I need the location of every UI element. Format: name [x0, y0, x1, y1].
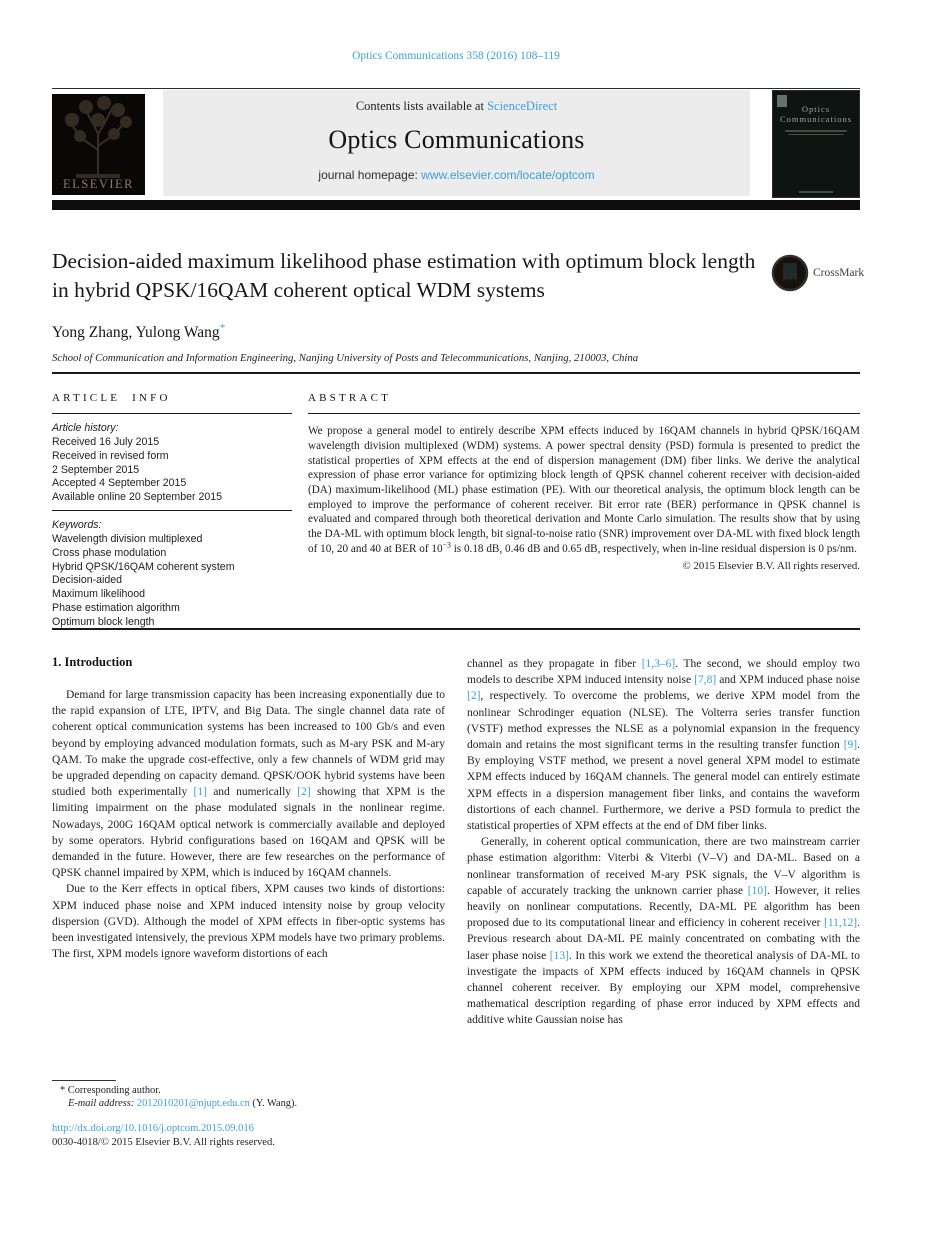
email-suffix: (Y. Wang).	[249, 1098, 298, 1109]
elsevier-logo-text: ELSEVIER	[62, 177, 135, 191]
divider-bar	[52, 200, 860, 210]
citation-link[interactable]: [10]	[747, 884, 767, 897]
email-link[interactable]: 2012010201@njupt.edu.cn	[136, 1098, 250, 1109]
sciencedirect-link[interactable]: ScienceDirect	[487, 99, 558, 113]
citation-link[interactable]: [11,12]	[824, 917, 858, 930]
email-label: E-mail address:	[68, 1098, 137, 1109]
keyword-item: Wavelength division multiplexed	[52, 532, 203, 545]
issn-line: 0030-4018/© 2015 Elsevier B.V. All rights reserved.	[52, 1137, 275, 1148]
article-info-section	[52, 392, 292, 630]
citation-link[interactable]: [2]	[467, 690, 481, 703]
abstract-text	[308, 424, 860, 556]
email-line	[68, 1098, 297, 1109]
cover-subtitle-bar	[785, 130, 847, 132]
text-segment: is 0.18 dB, 0.46 dB and 0.65 dB, respectively, when in-line residual dispersion is 0 ps/nm.	[450, 542, 857, 555]
keyword-item: Decision-aided	[52, 574, 123, 587]
journal-reference: Optics Communications 358 (2016) 108–119	[352, 50, 560, 62]
cover-title	[773, 104, 859, 124]
cover-title-line2: Communications	[779, 114, 853, 124]
intro-paragraph	[52, 881, 445, 962]
keywords-label: Keywords:	[52, 519, 102, 532]
keyword-item: Optimum block length	[52, 615, 155, 628]
text-segment: , respectively. To overcome the problems, we derive XPM model from the nonlinear Schrodinger equation (NLSE). The Volterra series transfer function (VSTF) method expresses the NLSE as a polynomial expansion in the frequency domain and retains the most significant terms in the resulting transfer function	[467, 690, 860, 752]
keyword-item: Hybrid QPSK/16QAM coherent system	[52, 560, 235, 573]
citation-link[interactable]: [13]	[549, 949, 569, 962]
homepage-link[interactable]: www.elsevier.com/locate/optcom	[421, 168, 595, 182]
keyword-item: Cross phase modulation	[52, 546, 167, 559]
history-item: 2 September 2015	[52, 463, 140, 476]
masthead-box	[163, 90, 750, 196]
abstract-heading: ABSTRACT	[308, 392, 392, 404]
text-segment: . The second, we should employ two models to describe XPM induced intensity noise	[467, 658, 860, 687]
authors-line	[52, 321, 226, 342]
info-divider-rule	[52, 510, 292, 511]
cover-subtitle-bar	[788, 134, 844, 136]
top-rule	[52, 88, 860, 89]
heading-rule	[308, 413, 860, 414]
article-info-heading: ARTICLE INFO	[52, 392, 171, 404]
keyword-item: Phase estimation algorithm	[52, 601, 180, 614]
history-item: Accepted 4 September 2015	[52, 477, 187, 490]
text-segment: . In this work we extend the theoretical analysis of DA-ML to investigate the impacts of XPM effects induced by 16QAM channels in QPSK channel coherent receiver. By employing our XPM model, comprehensive mathematical description regarding of phase error induced by XPM effects and additive white Gaussian noise has	[467, 949, 861, 1027]
crossmark-label: CrossMark	[813, 267, 865, 279]
cover-publisher-icon	[777, 95, 787, 107]
crossmark-badge[interactable]	[771, 254, 871, 294]
citation-link[interactable]: [9]	[843, 739, 858, 752]
intro-heading: 1. Introduction	[52, 655, 133, 669]
corresponding-author-mark[interactable]: *	[219, 321, 226, 334]
text-segment: . However, it relies heavily on nonlinear computations. Recently, DA-ML PE algorithm has been proposed due to its computational linear and efficiency in coherent receiver	[467, 884, 861, 930]
homepage-prefix: journal homepage:	[318, 168, 422, 182]
footnote-rule	[52, 1080, 116, 1081]
text-segment: Generally, in coherent optical communication, there are two mainstream carrier phase estimation algorithm: Viterbi & Viterbi (V–V) and DA-ML. Based on a nonlinear transformation of received M-ary PSK signals, the V–V algorithm is capable of accurately tracking the unknown carrier phase	[467, 836, 860, 897]
keyword-item: Maximum likelihood	[52, 588, 146, 601]
copyright-line: © 2015 Elsevier B.V. All rights reserved.	[682, 559, 860, 572]
text-segment: −3	[442, 540, 451, 550]
text-segment: channel as they propagate in fiber	[467, 658, 642, 670]
affiliation: School of Communication and Information Engineering, Nanjing University of Posts and Telecommunications, Nanjing, 210003, China	[52, 352, 639, 364]
article-title: Decision-aided maximum likelihood phase estimation with optimum block length in hybrid QPSK/16QAM coherent optical WDM systems	[52, 249, 756, 302]
history-item: Available online 20 September 2015	[52, 491, 223, 504]
journal-cover-thumbnail[interactable]	[772, 90, 860, 198]
body-column-left	[52, 687, 445, 962]
history-item: Received 16 July 2015	[52, 435, 160, 448]
text-segment: Due to the Kerr effects in optical fibers, XPM causes two kinds of distortions: XPM induced phase noise and XPM induced intensity noise by group velocity dispersion (GVD). Although the model of XPM effects in fiber-optic systems has been investigated intensively, the previous XPM models have two primary problems. The first, XPM models ignore waveform distortions of each	[52, 883, 445, 961]
text-segment: . By employing VSTF method, we present a novel general XPM model to estimate XPM effects induced by 16QAM channels. The general model can entirely estimate XPM effects in a dispersion management fiber links, and contains the waveform distortions of each channel. Furthermore, we derive a PSD formula to predict the statistical properties of XPM effects at the end of DM fiber links.	[467, 739, 860, 833]
contents-line	[163, 99, 750, 114]
section-rule	[52, 372, 860, 374]
text-segment: Demand for large transmission capacity has been increasing exponentially due to the rapid expansion of LTE, IPTV, and Big Data. The single channel data rate of coherent optical communication systems has been increased to 100 Gb/s and even beyond by employing advanced modulation formats, such as M-ary PSK and M-ary QAM. To make the upgrade cost-effective, only a few channels of WDM grid may be upgraded depending on capacity demand. QPSK/OOK hybrid systems have been studied both experimentally	[52, 689, 445, 799]
text-segment: showing that XPM is the limiting impairment on the phase modulated signals in the nonlinear regime. Nowadays, 200G 16QAM optical network is commercially available and deployed by some operators. Hybrid configurations based on 16QAM and QPSK will be demanded in the future. However, there are few researches on the performance of QPSK channel impaired by XPM, which is induced by 16QAM channels.	[52, 786, 445, 880]
contents-prefix: Contents lists available at	[355, 99, 488, 113]
cover-footer-bar	[799, 191, 833, 193]
article-history-label: Article history:	[52, 422, 119, 435]
history-item: Received in revised form	[52, 449, 169, 462]
intro-paragraph	[52, 687, 445, 881]
text-segment: and XPM induced phase noise	[716, 674, 860, 687]
body-column-right	[467, 656, 860, 1029]
heading-rule	[52, 413, 292, 414]
citation-link[interactable]: [7,8]	[694, 674, 717, 687]
author-names: Yong Zhang, Yulong Wang	[52, 324, 220, 341]
text-segment: and numerically	[206, 786, 298, 799]
crossmark-icon	[771, 254, 809, 292]
homepage-line	[163, 168, 750, 182]
section-rule	[52, 628, 860, 630]
intro-paragraph	[467, 656, 860, 834]
cover-title-line1: Optics	[801, 104, 831, 114]
citation-link[interactable]: [2]	[297, 786, 311, 799]
text-segment: . Previous research about DA-ML PE mainly concentrated on combating with the laser phase noise	[467, 917, 860, 962]
text-segment: We propose a general model to entirely describe XPM effects induced by 16QAM channels in hybrid QPSK/16QAM wavelength division multiplexed (WDM) systems. A power spectral density (PSD) formula is presented to predict the statistical properties of XPM effects at the end of dispersion management (DM) fiber links. We derive the analytical expression of phase error variance for optimizing block length of QPSK channel coherent receiver with decision-aided (DA) maximum-likelihood (ML) phase estimation (PE). With our theoretical analysis, the optimum block length can be employed to improve the performance of coherent receiver. Bit error rate (BER) performance in QPSK channel is evaluated and compared through both theoretical derivation and Monte Carlo simulation. The results show that by using the DA-ML with optimum block length, bit signal-to-noise ratio (SNR) improvement over DA-ML with fixed block length of 10, 20 and 40 at BER of 10	[308, 425, 860, 555]
corresponding-author-note: * Corresponding author.	[60, 1085, 161, 1096]
doi-link[interactable]: http://dx.doi.org/10.1016/j.optcom.2015.09.016	[52, 1123, 254, 1134]
citation-link[interactable]: [1,3–6]	[641, 658, 676, 670]
abstract-section	[308, 392, 860, 572]
citation-link[interactable]: [1]	[193, 786, 207, 799]
intro-paragraph	[467, 834, 860, 1028]
elsevier-logo[interactable]	[52, 94, 145, 195]
journal-title: Optics Communications	[328, 125, 585, 154]
